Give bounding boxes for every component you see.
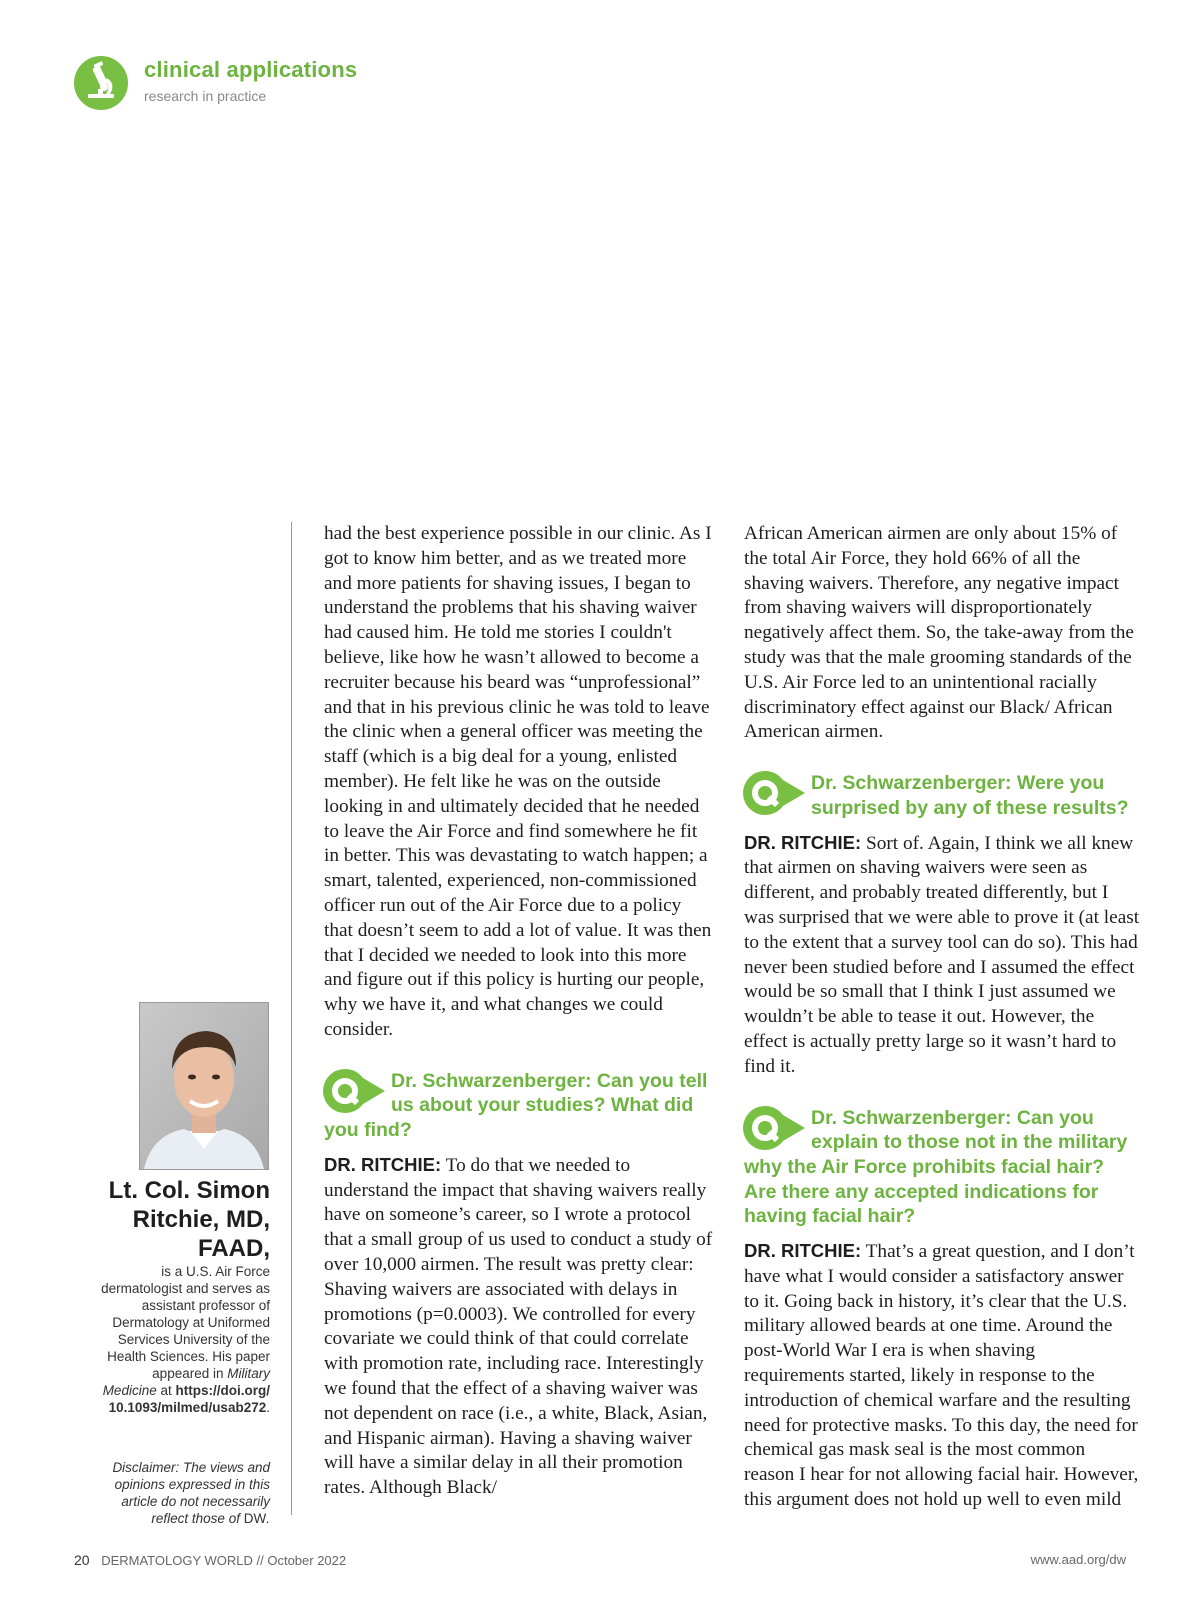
answer-1 xyxy=(324,1153,714,1501)
question-1-text: Can you tell us about your studies? What did you find? xyxy=(324,1069,708,1142)
bio-text: is a U.S. Air Force dermatologist and serves as assistant professor of Dermatology at Uniformed Services University of the Health Sciences. His paper appeared in xyxy=(101,1264,270,1381)
question-bubble-icon xyxy=(741,769,807,817)
disclaimer-end: . xyxy=(266,1511,270,1526)
question-bubble-icon xyxy=(741,1104,807,1152)
doi-link[interactable]: https://doi.org/10.1093/milmed/usab272 xyxy=(108,1383,270,1415)
paragraph-intro: had the best experience possible in our clinic. As I got to know him better, and as we treated more and more patients for shaving issues, I began to understand the problems that his shaving waiver had caused him. He told me stories I couldn't believe, like how he wasn’t allowed to become a recruiter because his beard was “unprofessional” and that in his previous clinic he was told to leave the clinic when a general officer was meeting the staff (which is a big deal for a young, enlisted member). He felt like he was on the outside looking in and ultimately decided that he needed to leave the Air Force and find somewhere he fit in better. This was devastating to watch happen; a smart, talented, experienced, non-commissioned officer run out of the Air Force due to a policy that doesn’t seem to add a lot of value. It was then that I decided we needed to look into this more and figure out if this policy is hurting our people, why we have it, and what changes we could consider. xyxy=(324,523,712,1040)
article-column-right xyxy=(744,522,1140,1513)
disclaimer-text: Disclaimer: The views and opinions expressed in this article do not necessarily reflect those of xyxy=(112,1460,270,1526)
question-1-asker: Dr. Schwarzenberger: xyxy=(391,1069,592,1092)
question-bubble-icon xyxy=(321,1067,387,1115)
footer-url[interactable]: www.aad.org/dw xyxy=(1030,1552,1126,1567)
question-3-text: Can you explain to those not in the military why the Air Force prohibits facial hair? Are there any accepted indications for having facial hair? xyxy=(744,1106,1128,1228)
question-1 xyxy=(324,1069,714,1143)
question-2-asker: Dr. Schwarzenberger: xyxy=(811,772,1012,795)
author-bio xyxy=(100,1176,270,1416)
publication-info: DERMATOLOGY WORLD // October 2022 xyxy=(101,1553,347,1568)
section-title: clinical applications xyxy=(144,57,358,82)
answer-2 xyxy=(744,831,1140,1080)
answer-2-text: Sort of. Again, I think we all knew that airmen on shaving waivers were seen as different, and probably treated differently, but I was surprised that we were able to prove it (at least to the extent that a survey tool can do so). This had never been studied before and I assumed the effect would be so small that I think I just assumed we wouldn’t be able to tease it out. However, the effect is actually pretty large so it wasn’t hard to find it. xyxy=(744,832,1140,1077)
footer-left xyxy=(74,1552,346,1568)
bio-at: at xyxy=(160,1383,172,1398)
answer-3 xyxy=(744,1239,1140,1513)
microscope-icon xyxy=(74,56,128,110)
column-divider xyxy=(291,522,292,1515)
journal-name: Military Medicine xyxy=(102,1366,270,1398)
author-photo xyxy=(139,1002,269,1170)
disclaimer xyxy=(90,1459,270,1527)
answer-1-text: To do that we needed to understand the impact that shaving waivers really have on someone’s career, so I wrote a protocol that a small group of us used to conduct a study of over 10,000 airmen. The result was pretty clear: Shaving waivers are associated with delays in promotions (p=0.0003). We controlled for every covariate we could think of that could correlate with promotion rate, including race. Interestingly we found that the effect of a shaving waiver was not dependent on race (i.e., a white, Black, Asian, and Hispanic airman). Having a shaving waiver will have a similar delay in all their promotion rates. Although Black/ xyxy=(324,1154,713,1499)
question-3 xyxy=(744,1106,1140,1230)
answer-3-text: That’s a great question, and I don’t have what I would consider a satisfactory answer to it. Going back in history, it’s clear that the U.S. military allowed beards at one time. Around the post-World War I era is when shaving requirements started, likely in response to the introduction of chemical warfare and the resulting need for protective masks. To this day, the need for chemical gas mask seal is the most common reason I hear for not allowing facial hair. However, this argument does not hold up well to even mild xyxy=(744,1241,1139,1511)
author-name: Lt. Col. Simon Ritchie, MD, FAAD, xyxy=(108,1177,270,1262)
answer-3-speaker: DR. RITCHIE: xyxy=(744,1240,862,1262)
answer-1-continued: African American airmen are only about 15% of the total Air Force, they hold 66% of all the shaving waivers. Therefore, any negative impact from shaving waivers will disproportionately negatively affect them. So, the take-away from the study was that the male grooming standards of the U.S. Air Force led to an unintentional racially discriminatory effect against our Black/ African American airmen. xyxy=(744,523,1134,743)
section-subtitle: research in practice xyxy=(144,88,267,104)
article-column-middle xyxy=(324,522,714,1501)
disclaimer-publication: DW xyxy=(243,1511,267,1526)
question-3-asker: Dr. Schwarzenberger: xyxy=(811,1106,1012,1129)
answer-1-speaker: DR. RITCHIE: xyxy=(324,1153,442,1175)
section-logo xyxy=(74,56,128,110)
bio-end: . xyxy=(266,1400,270,1415)
question-2 xyxy=(744,771,1140,820)
answer-2-speaker: DR. RITCHIE: xyxy=(744,831,862,853)
question-2-text: Were you surprised by any of these results? xyxy=(811,772,1129,819)
page-number: 20 xyxy=(74,1552,90,1568)
